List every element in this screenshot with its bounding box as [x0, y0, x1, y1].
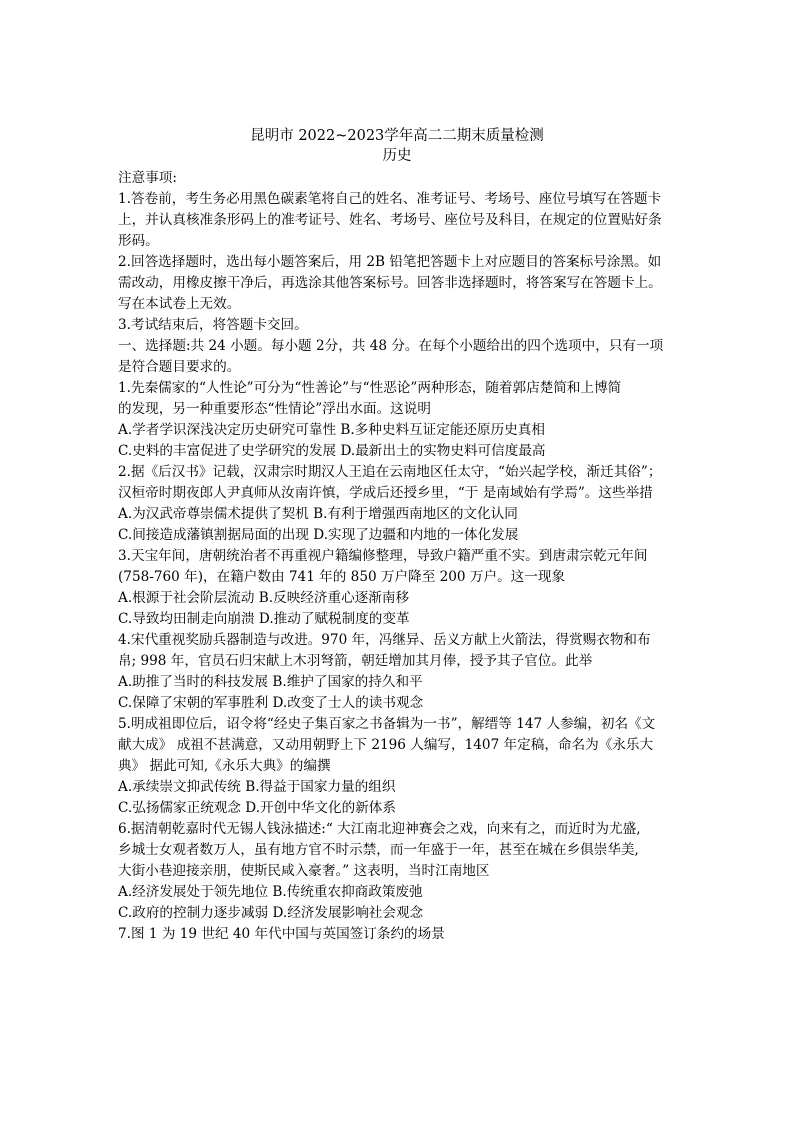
page-title: 昆明市 2022~2023学年高二二期末质量检测: [250, 128, 544, 144]
text-line: 需改动，用橡皮擦干净后，再选涂其他答案标号。回答非选择题时，将答案写在答题卡上。: [118, 275, 662, 291]
options-line: C.史料的丰富促进了史学研究的发展 D.最新出土的实物史料可信度最高: [118, 443, 546, 459]
text-line: 乡城士女观者数万人，虽有地方官不时示禁，而一年盛于一年，甚至在城在乡俱崇华美,: [118, 842, 639, 858]
text-line: 汉桓帝时期夜郎人尹真师从汝南许慎，学成后还授乡里，“于 是南域始有学焉”。这些举措: [118, 485, 653, 501]
question-6: 6.据清朝乾嘉时代无锡人钱泳描述:“ 大江南北迎神赛会之戏，向来有之，而近时为尤盛,: [118, 821, 641, 837]
text-line: (758-760 年)，在籍户数由 741 年的 850 万户降至 200 万户。这一现象: [118, 569, 566, 585]
options-line: C.弘扬儒家正统观念 D.开创中华文化的新体系: [118, 800, 396, 816]
options-line: C.保障了宋朝的军事胜利 D.改变了士人的读书观念: [118, 695, 424, 711]
options-line: A.经济发展处于领先地位 B.传统重农抑商政策废弛: [118, 884, 423, 900]
options-line: C.政府的控制力逐步减弱 D.经济发展影响社会观念: [118, 905, 424, 921]
text-line: 典》 据此可知,《永乐大典》的编撰: [118, 758, 331, 774]
options-line: A.根源于社会阶层流动 B.反映经济重心逐渐南移: [118, 590, 410, 606]
section-heading: 一、选择题:共 24 小题。每小题 2分，共 48 分。在每个小题给出的四个选项中，只有一项: [118, 338, 664, 354]
text-line: 大街小巷迎接亲朋，使斯民咸入豪奢。” 这表明，当时江南地区: [118, 863, 490, 879]
text-line: 1.答卷前，考生务必用黑色碳素笔将自己的姓名、准考证号、考场号、座位号填写在答题卡: [118, 191, 662, 207]
question-5: 5.明成祖即位后，诏令将“经史子集百家之书备辑为一书”，解缙等 147 人参编，初名《文: [118, 716, 656, 732]
text-line: 帛; 998 年，官员石归宋献上木羽弩箭，朝廷增加其月俸，授予其子官位。此举: [118, 653, 593, 669]
text-line: 上，并认真核准条形码上的准考证号、姓名、考场号、座位号及科目，在规定的位置贴好条: [118, 212, 662, 228]
text-line: 是符合题目要求的。: [118, 359, 241, 375]
question-3: 3.天宝年间，唐朝统治者不再重视户籍编修整理，导致户籍严重不实。到唐肃宗乾元年间: [118, 548, 648, 564]
notice-heading: 注意事项:: [118, 170, 177, 186]
text-line: 3.考试结束后，将答题卡交回。: [118, 317, 308, 333]
question-2: 2.据《后汉书》记载，汉肃宗时期汉人王追在云南地区任太守，“始兴起学校，渐迁其俗”；: [118, 464, 662, 480]
text-line: 的发现，另一种重要形态“性情论”浮出水面。这说明: [118, 401, 431, 417]
question-4: 4.宋代重视奖励兵器制造与改进。970 年，冯继异、岳义方献上火箭法，得赏赐衣物和布: [118, 632, 651, 648]
text-line: 2.回答选择题时，选出每小题答案后，用 2B 铅笔把答题卡上对应题目的答案标号涂黑。如: [118, 254, 662, 270]
question-7: 7.图 1 为 19 世纪 40 年代中国与英国签订条约的场景: [118, 926, 445, 942]
question-1: 1.先秦儒家的“人性论”可分为“性善论”与“性恶论”两种形态，随着郭店楚简和上博简: [118, 380, 622, 396]
text-line: 形码。: [118, 233, 159, 249]
options-line: C.导致均田制走向崩溃 D.推动了赋税制度的变革: [118, 611, 410, 627]
subject-title: 历史: [382, 148, 412, 164]
options-line: A.助推了当时的科技发展 B.维护了国家的持久和平: [118, 674, 423, 690]
options-line: A.为汉武帝尊崇儒术提供了契机 B.有利于增强西南地区的文化认同: [118, 506, 518, 522]
options-line: A.学者学识深浅决定历史研究可靠性 B.多种史料互证定能还原历史真相: [118, 422, 545, 438]
text-line: 献大成》 成祖不甚满意，又动用朝野上下 2196 人编写，1407 年定稿，命名为《永乐大: [118, 737, 654, 753]
text-line: 写在本试卷上无效。: [118, 296, 241, 312]
options-line: C.间接造成藩镇割据局面的出现 D.实现了边疆和内地的一体化发展: [118, 527, 519, 543]
options-line: A.承续崇文抑武传统 B.得益于国家力量的组织: [118, 779, 396, 795]
